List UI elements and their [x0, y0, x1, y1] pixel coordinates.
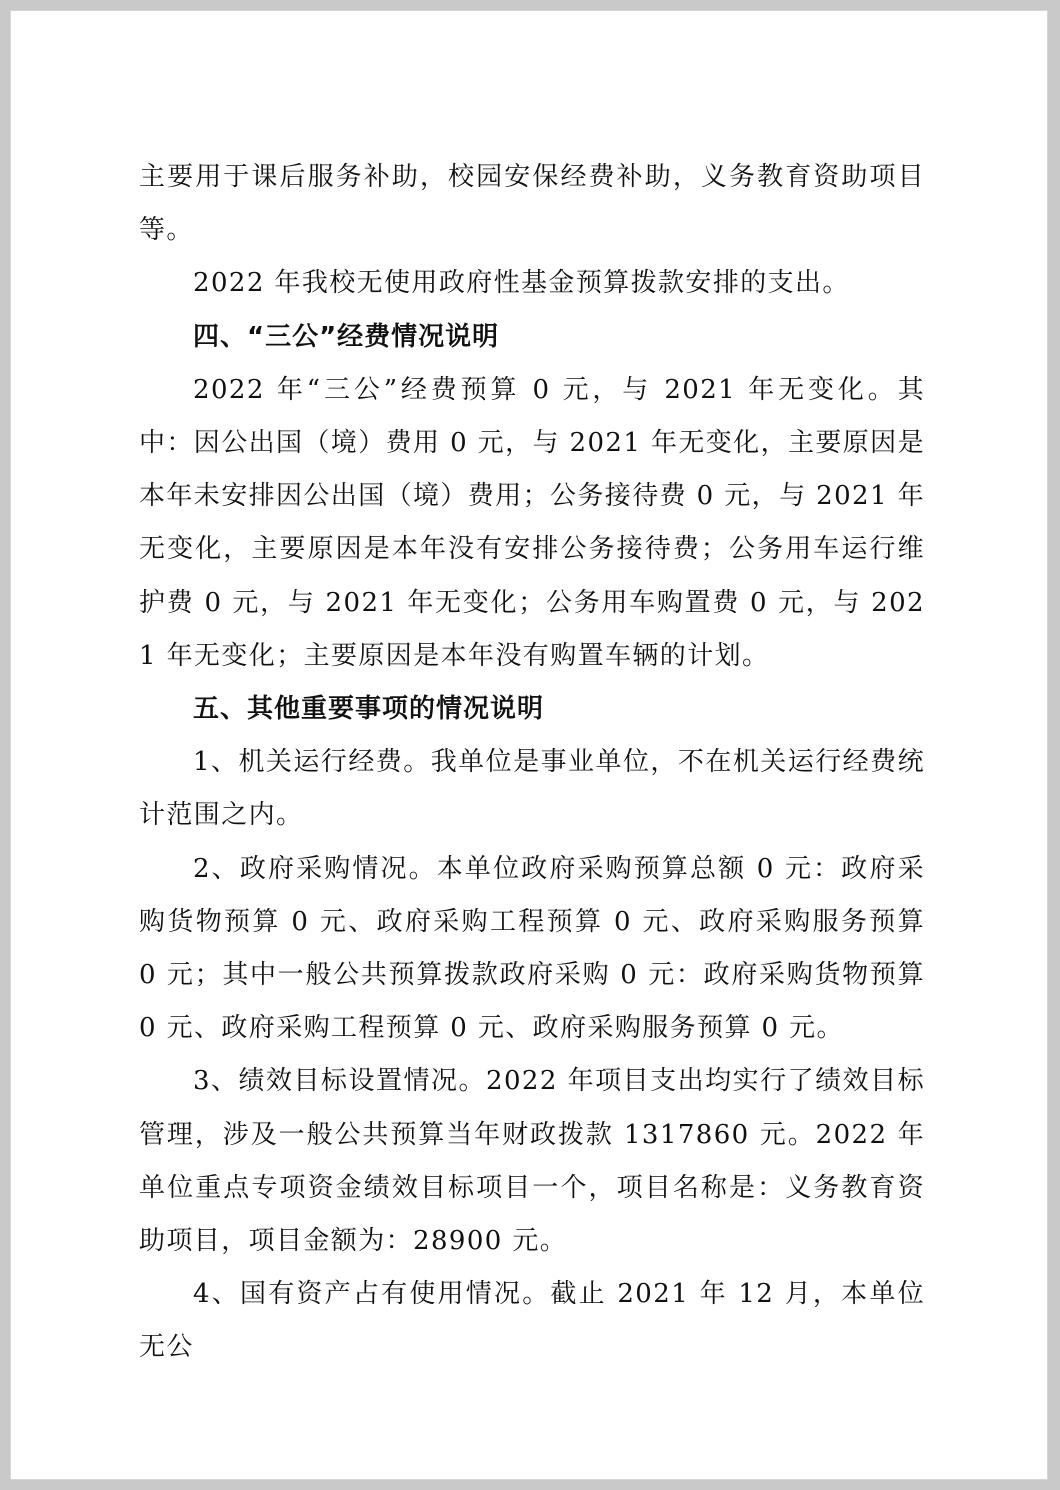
paragraph-government-procurement: 2、政府采购情况。本单位政府采购预算总额 0 元：政府采购货物预算 0 元、政府采购工程预算 0 元、政府采购服务预算 0 元；其中一般公共预算拨款政府采购 0 元：政府采购货物预算 0 元、政府采购工程预算 0 元、政府采购服务预算 0 元。 [139, 853, 925, 1044]
document-page [10, 10, 1048, 1480]
heading-other-important-matters: 五、其他重要事项的情况说明 [193, 694, 545, 725]
paragraph-agency-operating-costs: 1、机关运行经费。我单位是事业单位，不在机关运行经费统计范围之内。 [139, 747, 925, 831]
paragraph-state-assets: 4、国有资产占有使用情况。截止 2021 年 12 月，本单位无公 [139, 1279, 925, 1363]
paragraph-expenditure-use: 主要用于课后服务补助，校园安保经费补助，义务教育资助项目等。 [139, 162, 925, 246]
paragraph-government-fund: 2022 年我校无使用政府性基金预算拨款安排的支出。 [193, 268, 850, 299]
heading-three-public-expenses: 四、“三公”经费情况说明 [193, 321, 500, 352]
paragraph-three-public-expenses: 2022 年“三公”经费预算 0 元，与 2021 年无变化。其中：因公出国（境）费用 0 元，与 2021 年无变化，主要原因是本年未安排因公出国（境）费用；公务接待费 0 元，与 2021 年无变化，主要原因是本年没有安排公务接待费；公务用车运行维护费 0 元，与 2021 年无变化；公务用车购置费 0 元，与 2021 年无变化；主要原因是本年没有购置车辆的计划。 [139, 374, 925, 671]
paragraph-performance-targets: 3、绩效目标设置情况。2022 年项目支出均实行了绩效目标管理，涉及一般公共预算当年财政拨款 1317860 元。2022 年单位重点专项资金绩效目标项目一个，项目名称是：义务教育资助项目，项目金额为：28900 元。 [139, 1066, 925, 1257]
document-body [139, 151, 925, 1375]
